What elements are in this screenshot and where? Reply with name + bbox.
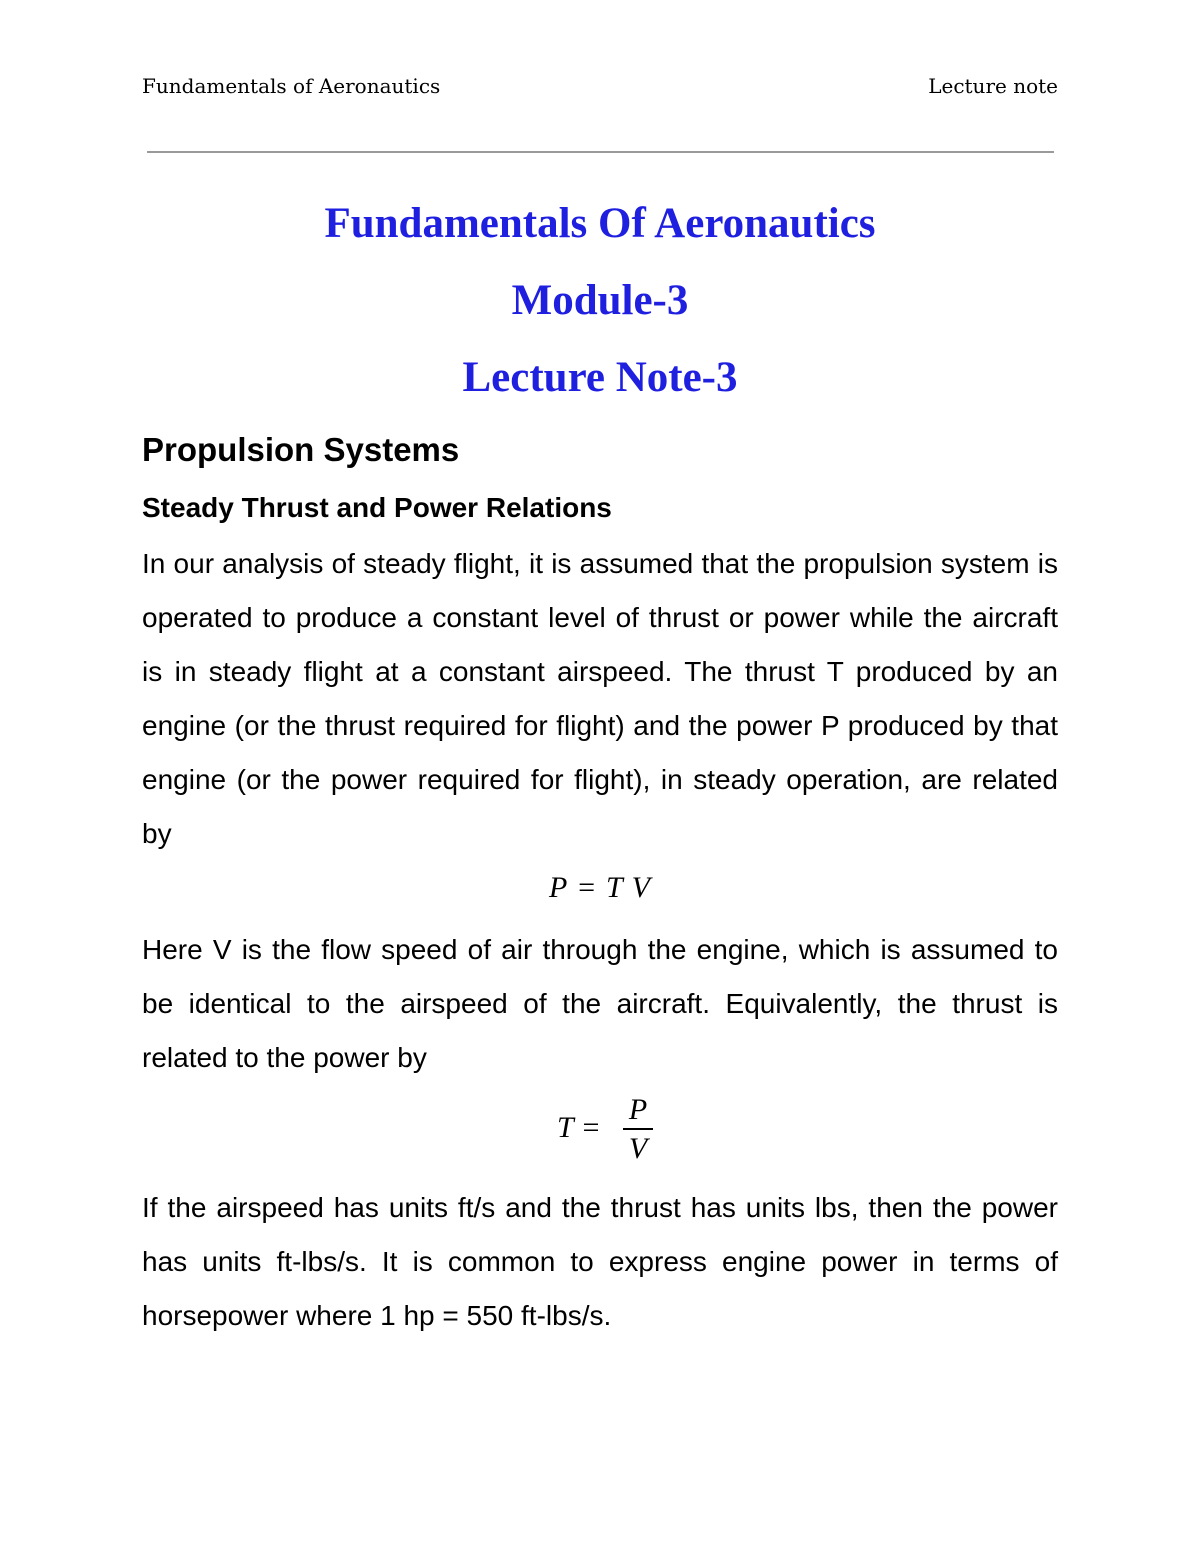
paragraph-flow-speed: Here V is the flow speed of air through the engine, which is assumed to be identical to the airspeed of the aircraft. Equivalently, the thrust is related to the power by [142, 934, 1058, 1073]
running-header [142, 70, 1058, 102]
module-title: Module-3 [511, 277, 689, 324]
equation-power-thrust-velocity: P = T V [549, 871, 651, 904]
course-title: Fundamentals Of Aeronautics [324, 200, 876, 247]
header-divider [147, 151, 1054, 153]
paragraph-thrust-power-intro: In our analysis of steady flight, it is assumed that the propulsion system is operated to produce a constant level of thrust or power while the aircraft is in steady flight at a constant airspeed. The thrust T produced by an engine (or the thrust required for flight) and the power P produced by that engine (or the power required for flight), in steady operation, are related by [142, 548, 1058, 849]
lecture-title: Lecture Note-3 [462, 354, 738, 401]
section-heading: Propulsion Systems [142, 431, 460, 468]
equation-lhs: T = [557, 1111, 601, 1144]
equation-fraction [623, 1093, 653, 1166]
fraction-numerator: P [628, 1093, 648, 1126]
paragraph-units-horsepower: If the airspeed has units ft/s and the thrust has units lbs, then the power has units ft-lbs/s. It is common to express engine power in terms of horsepower where 1 hp = 550 ft-lbs/s. [142, 1192, 1058, 1331]
header-doc-type: Lecture note [928, 74, 1058, 98]
fraction-denominator: V [628, 1132, 648, 1165]
section-subheading: Steady Thrust and Power Relations [142, 492, 612, 523]
fraction-bar [623, 1128, 653, 1130]
header-course-name: Fundamentals of Aeronautics [142, 74, 441, 98]
